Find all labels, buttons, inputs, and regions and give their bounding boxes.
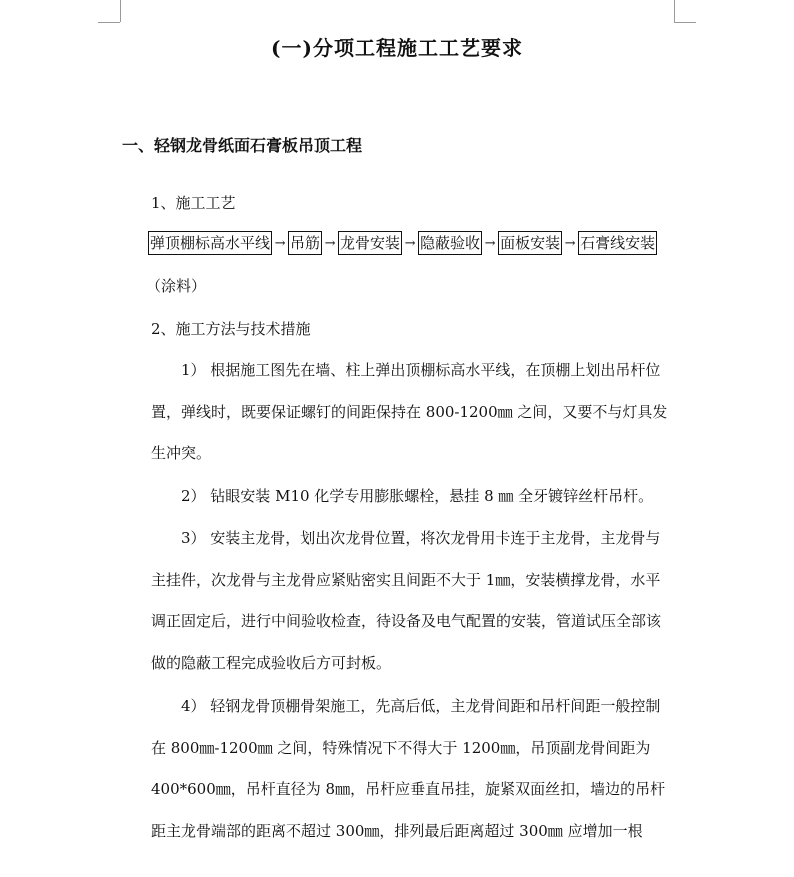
arrow-right-icon: → [324,235,336,251]
subheading-process: 1、施工工艺 [151,194,236,212]
subheading-methods: 2、施工方法与技术措施 [151,320,311,338]
process-flow [148,231,657,255]
arrow-right-icon: → [274,235,286,251]
page-title: (一)分项工程施工工艺要求 [271,36,523,60]
flow-note: （涂料） [146,277,207,295]
flow-step: 吊筋 [288,231,322,255]
flow-step: 隐蔽验收 [418,231,482,255]
flow-step: 龙骨安装 [338,231,402,255]
arrow-right-icon: → [564,235,576,251]
paragraph-3: 3） 安装主龙骨，划出次龙骨位置，将次龙骨用卡连于主龙骨，主龙骨与主挂件，次龙骨与主龙骨应紧贴密实且间距不大于 1㎜，安装横撑龙骨，水平调正固定后，进行中间验收检查，待设备及电气配置的安装，管道试压全部该做的隐蔽工程完成验收后方可封板。 [151,529,662,672]
arrow-right-icon: → [484,235,496,251]
flow-step: 面板安装 [498,231,562,255]
section-heading: 一、轻钢龙骨纸面石膏板吊顶工程 [122,136,363,155]
flow-step: 弹顶棚标高水平线 [148,231,272,255]
page-corner-mark-top-right [674,0,675,22]
page-corner-mark-top-left [120,0,121,22]
page-corner-mark-top-left-h [98,22,120,23]
paragraph-4: 4） 轻钢龙骨顶棚骨架施工，先高后低，主龙骨间距和吊杆间距一般控制在 800㎜-1200㎜ 之间，特殊情况下不得大于 1200㎜，吊顶副龙骨间距为 400*600㎜，吊杆直径为 8㎜，吊杆应垂直吊挂，旋紧双面丝扣，墙边的吊杆距主龙骨端部的距离不超过 300㎜，排列最后距离超过 300㎜ 应增加一根 [151,697,666,840]
paragraph-1: 1） 根据施工图先在墙、柱上弹出顶棚标高水平线，在顶棚上划出吊杆位置，弹线时，既要保证螺钉的间距保持在 800-1200㎜ 之间，又要不与灯具发生冲突。 [151,361,668,462]
arrow-right-icon: → [404,235,416,251]
flow-step: 石膏线安装 [578,231,657,255]
paragraph-2: 2） 钻眼安装 M10 化学专用膨胀螺栓，悬挂 8 ㎜ 全牙镀锌丝杆吊杆。 [181,487,654,505]
page-corner-mark-top-right-h [674,22,696,23]
